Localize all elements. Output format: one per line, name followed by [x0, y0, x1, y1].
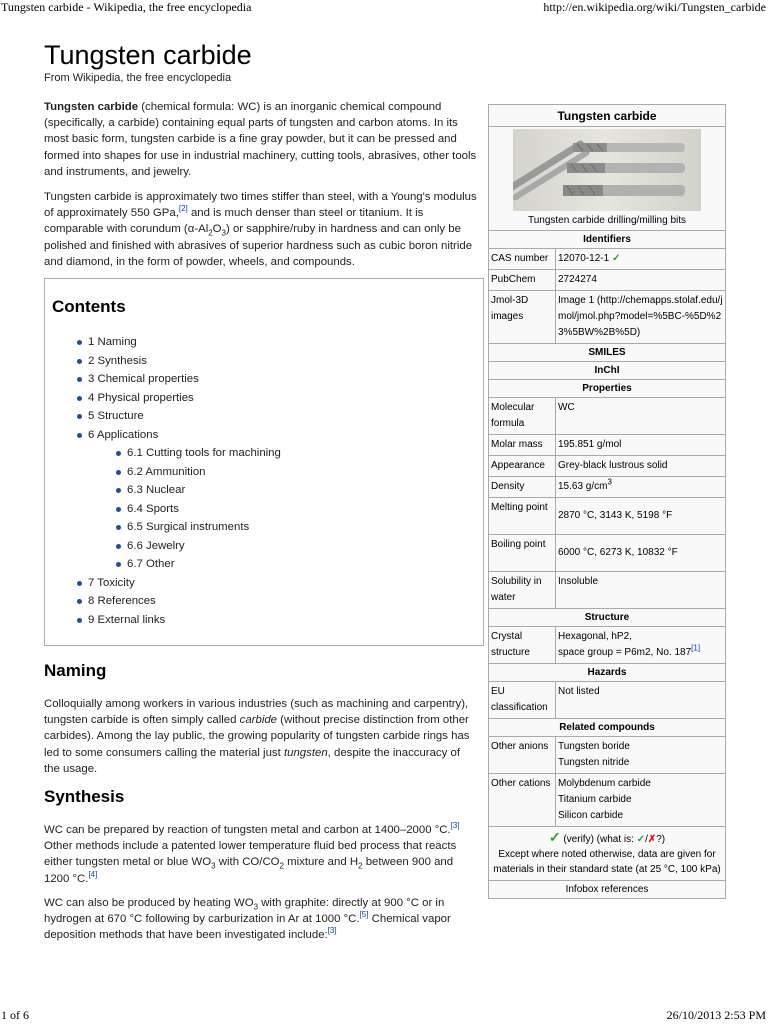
check-icon: ✓: [548, 829, 561, 845]
infobox-row-eu-classification: EU classification Not listed: [489, 682, 725, 719]
pubchem-link[interactable]: 2724274: [558, 274, 597, 285]
related-compound-link[interactable]: Molybdenum carbide: [558, 778, 651, 789]
citation-link[interactable]: [3]: [450, 821, 460, 831]
table-of-contents: [44, 278, 484, 646]
infobox-row-pubchem: PubChem 2724274: [489, 270, 725, 291]
toc-subitem[interactable]: 6.2 Ammunition: [116, 463, 281, 482]
check-icon: ✓: [611, 253, 621, 264]
infobox-row-solubility: Solubility in water Insoluble: [489, 572, 725, 609]
page-title: Tungsten carbide: [44, 40, 252, 70]
intro-text: [44, 99, 478, 279]
toc-item[interactable]: 3 Chemical properties: [77, 370, 281, 389]
infobox: [488, 104, 726, 899]
infobox-image-caption: Tungsten carbide drilling/milling bits: [489, 211, 725, 231]
naming-paragraph: Colloquially among workers in various industries (such as machining and carpentry), tungsten carbide is often simply called carbide (without precise distinction from other carbides). Among the lay public, the growing popularity of tungsten carbide rings has led to some consumers calling the material just tungsten, despite the inaccuracy of the usage.: [44, 698, 470, 775]
toc-subitem[interactable]: 6.5 Surgical instruments: [116, 518, 281, 537]
related-compound-link[interactable]: Tungsten boride: [558, 741, 630, 752]
toc-item[interactable]: 2 Synthesis: [77, 352, 281, 371]
synthesis-paragraph-1: WC can be prepared by reaction of tungsten metal and carbon at 1400–2000 °C.[3] Other methods include a patented lower temperature fluid bed process that reacts either tungsten metal or blue $WO_3$ with $CO/CO_2$ mixture and $H_2$ between 900 and 1200 °C.[4]: [44, 821, 460, 885]
toc-subitem[interactable]: 6.3 Nuclear: [116, 481, 281, 500]
citation-link[interactable]: [2]: [178, 204, 188, 214]
infobox-references-link[interactable]: Infobox references: [565, 884, 649, 895]
toc-subitem[interactable]: 6.7 Other: [116, 555, 281, 574]
toc-item[interactable]: 6 Applications: [77, 426, 281, 445]
infobox-row-crystal-structure: Crystal structure Hexagonal, hP2, space group = P6m2, No. 187[1]: [489, 627, 725, 664]
print-timestamp: 26/10/2013 2:53 PM: [666, 1008, 766, 1022]
infobox-row-molar-mass: Molar mass 195.851 g/mol: [489, 435, 725, 456]
page-number: 1 of 6: [1, 1008, 29, 1022]
infobox-section-structure: Structure: [489, 609, 725, 627]
print-header: [0, 0, 768, 16]
synthesis-paragraph-2: WC can also be produced by heating $WO_3$ with graphite: directly at 900 °C or in hydrogen at 670 °C following by carburization in Ar at 1000 °C.[5] Chemical vapor deposition methods that have been investigated include:[3]: [44, 896, 451, 942]
print-header-url: http://en.wikipedia.org/wiki/Tungsten_carbide: [543, 0, 766, 14]
infobox-row-appearance: Appearance Grey-black lustrous solid: [489, 456, 725, 477]
infobox-row-boiling-point: Boiling point 6000 °C, 6273 K, 10832 °F: [489, 535, 725, 572]
naming-text: [44, 696, 476, 785]
print-footer: [0, 1008, 768, 1024]
toc-item[interactable]: 8 References: [77, 592, 281, 611]
citation-link[interactable]: [4]: [88, 869, 98, 879]
toc-subitem[interactable]: 6.6 Jewelry: [116, 537, 281, 556]
toc-item[interactable]: 7 Toxicity: [77, 574, 281, 593]
infobox-row-other-cations: Other cations Molybdenum carbide Titanium carbide Silicon carbide: [489, 774, 725, 827]
toc-item[interactable]: 9 External links: [77, 611, 281, 630]
infobox-row-formula: Molecular formula WC: [489, 398, 725, 435]
toc-item[interactable]: 5 Structure: [77, 407, 281, 426]
toc-subitem[interactable]: 6.4 Sports: [116, 500, 281, 519]
intro-paragraph-2: Tungsten carbide is approximately two times stiffer than steel, with a Young's modulus of approximately 550 GPa,[2] and is much denser than steel or titanium. It is comparable with corundum $(\alpha-Al_2O_3)$ or sapphire/ruby in hardness and can only be polished and finished with abrasives of superior hardness such as cubic boron nitride and diamond, in the form of powder, wheels, and compounds.: [44, 191, 477, 268]
citation-link[interactable]: [1]: [691, 643, 701, 653]
cas-number-link[interactable]: 12070-12-1: [558, 253, 610, 264]
tagline: From Wikipedia, the free encyclopedia: [44, 72, 232, 84]
related-compound-link[interactable]: Titanium carbide: [558, 794, 632, 805]
verify-link[interactable]: (verify) (what is:: [560, 834, 637, 845]
drill-bits-image[interactable]: [513, 129, 701, 211]
print-header-title: Tungsten carbide - Wikipedia, the free encyclopedia: [1, 0, 252, 14]
intro-paragraph-1: Tungsten carbide (chemical formula: WC) is an inorganic chemical compound (specifically, a carbide) containing equal parts of tungsten and carbon atoms. In its most basic form, tungsten carbide is a fine gray powder, but it can be pressed and formed into shapes for use in industrial machinery, cutting tools, abrasives, other tools and instruments, and jewelry.: [44, 101, 477, 178]
citation-link[interactable]: [5]: [359, 910, 369, 920]
infobox-row-cas: CAS number 12070-12-1 ✓: [489, 249, 725, 270]
infobox-row-other-anions: Other anions Tungsten boride Tungsten nitride: [489, 737, 725, 774]
drill-bits-illustration: [513, 129, 701, 211]
infobox-row-jmol: Jmol-3D images Image 1 (http://chemapps.stolaf.edu/jmol/jmol.php?model=%5BC-%5D%23%5BW%2B%5D): [489, 291, 725, 344]
toc-subitem[interactable]: 6.1 Cutting tools for machining: [116, 444, 281, 463]
synthesis-text: [44, 822, 476, 951]
jmol-link[interactable]: Image 1 (http://chemapps.stolaf.edu/jmol/jmol.php?model=%5BC-%5D%23%5BW%2B%5D): [558, 295, 723, 338]
citation-link[interactable]: [3]: [327, 926, 337, 936]
section-heading-naming: Naming: [44, 661, 107, 680]
infobox-section-hazards: Hazards: [489, 664, 725, 682]
infobox-section-smiles[interactable]: SMILES: [489, 344, 725, 362]
cross-icon: ✗: [647, 834, 657, 845]
infobox-section-properties: Properties: [489, 380, 725, 398]
infobox-footnote: ✓ (verify) (what is: ✓/✗?) Except where noted otherwise, data are given for materials in their standard state (at 25 °C, 100 kPa): [489, 827, 725, 881]
infobox-section-inchi[interactable]: InChI: [489, 362, 725, 380]
infobox-section-identifiers: Identifiers: [489, 231, 725, 249]
infobox-title: Tungsten carbide: [489, 105, 725, 127]
check-icon: ✓: [636, 834, 646, 845]
related-compound-link[interactable]: Tungsten nitride: [558, 757, 630, 768]
infobox-row-melting-point: Melting point 2870 °C, 3143 K, 5198 °F: [489, 498, 725, 535]
toc-title: Contents: [52, 297, 126, 316]
toc-item[interactable]: 4 Physical properties: [77, 389, 281, 408]
section-heading-synthesis: Synthesis: [44, 787, 125, 806]
toc-list: [77, 333, 281, 629]
related-compound-link[interactable]: Silicon carbide: [558, 810, 624, 821]
infobox-section-related: Related compounds: [489, 719, 725, 737]
toc-item[interactable]: 1 Naming: [77, 333, 281, 352]
infobox-row-density: Density 15.63 $g/cm^3$: [489, 477, 725, 498]
